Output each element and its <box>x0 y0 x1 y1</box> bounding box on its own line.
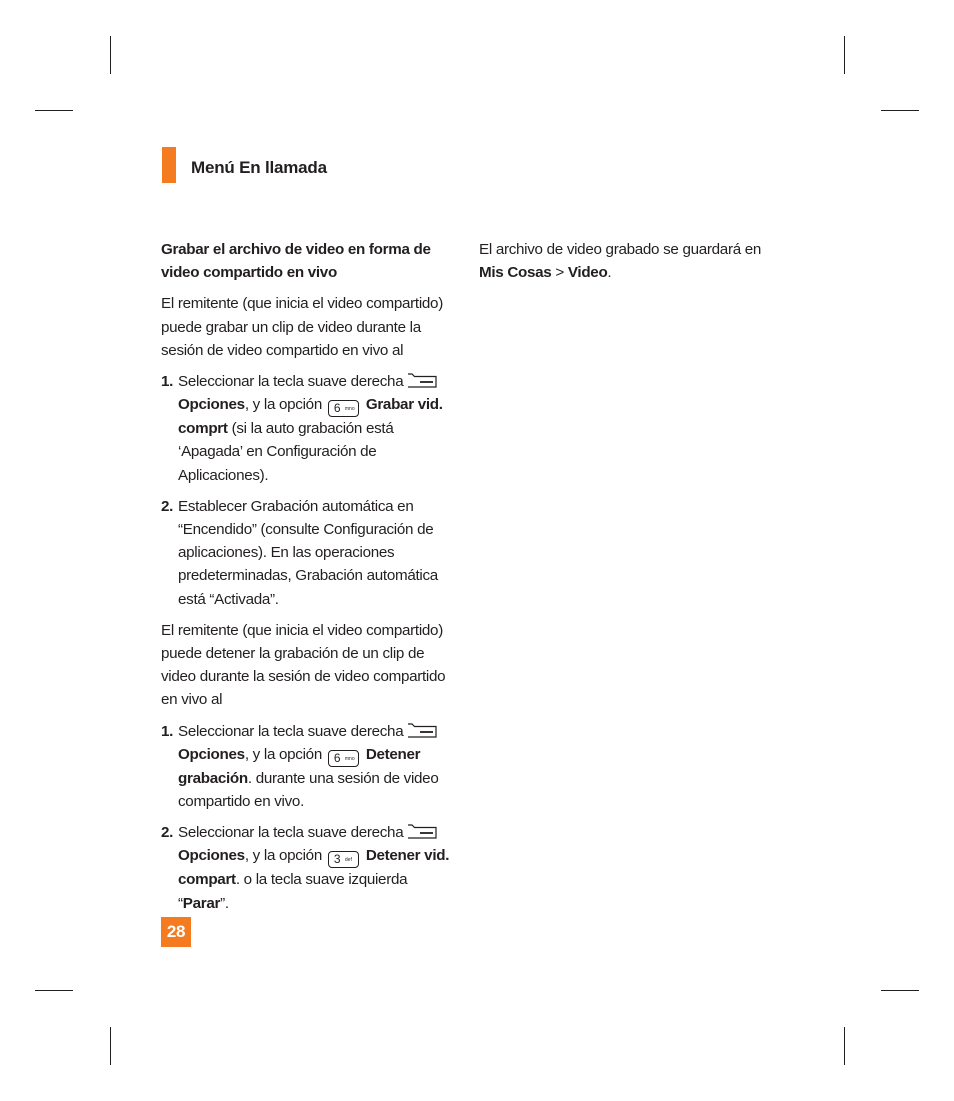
step-text: . o la tecla suave izquierda “ <box>178 871 408 912</box>
right-soft-key-icon <box>407 823 437 838</box>
crop-mark <box>881 990 919 991</box>
step-text: , y la opción <box>244 396 322 414</box>
step-bold: Opciones <box>178 847 245 865</box>
step-text: Seleccionar la tecla suave derecha <box>178 722 404 740</box>
crop-mark <box>844 1027 845 1065</box>
crop-mark <box>881 110 919 111</box>
step-bold: Detener grabación <box>178 745 421 787</box>
step-bold: Opciones <box>178 745 245 763</box>
crop-mark <box>35 110 73 111</box>
key-3-def-icon: 3 def <box>328 851 359 868</box>
paragraph: El remitente (que inicia el video compartido) puede detener la grabación de un clip de video durante la sesión de video compartido en vivo al <box>161 621 446 709</box>
crop-mark <box>110 1027 111 1065</box>
step-text: (si la auto grabación está ‘Apagada’ en Configuración de Aplicaciones). <box>178 420 394 484</box>
crop-mark <box>35 990 73 991</box>
page-number: 28 <box>161 917 191 947</box>
step-list <box>161 370 461 611</box>
left-column <box>161 238 461 915</box>
paragraph: El archivo de video grabado se guardará en Mis Cosas > Video. <box>479 241 762 282</box>
section-title: Menú En llamada <box>191 158 327 177</box>
step-text: , y la opción <box>244 745 322 763</box>
step-bold: Opciones <box>178 396 245 414</box>
section-accent-bar <box>162 147 176 183</box>
step-number: 2. <box>161 497 174 515</box>
step-text: Seleccionar la tecla suave derecha <box>178 824 404 842</box>
crop-mark <box>110 36 111 74</box>
right-soft-key-icon <box>407 722 437 737</box>
step-text: Establecer Grabación automática en “Encendido” (consulte Configuración de aplicaciones). En las operaciones predeterminadas, Grabación automática está “Activada”. <box>178 497 438 608</box>
step-list <box>161 720 461 915</box>
path-video: Video <box>567 264 608 282</box>
right-soft-key-icon <box>407 372 437 387</box>
step-bold: Grabar vid. comprt <box>178 396 443 438</box>
key-6-mno-icon: 6 mno <box>328 750 359 767</box>
path-mis-cosas: Mis Cosas <box>479 264 552 282</box>
step-text: , y la opción <box>244 847 322 865</box>
subsection-heading: Grabar el archivo de video en forma de video compartido en vivo <box>161 241 431 282</box>
step-bold: Detener vid. compart <box>178 847 450 889</box>
step-number: 1. <box>161 722 174 740</box>
key-6-mno-icon: 6 mno <box>328 400 359 417</box>
step-text: . durante una sesión de video compartido en vivo. <box>178 769 439 811</box>
step-number: 1. <box>161 373 174 391</box>
step-number: 2. <box>161 824 174 842</box>
crop-mark <box>844 36 845 74</box>
step-item <box>161 821 461 915</box>
right-column <box>479 238 779 284</box>
paragraph: El remitente (que inicia el video compartido) puede grabar un clip de video durante la sesión de video compartido en vivo al <box>161 295 443 359</box>
step-bold: Parar <box>182 894 221 912</box>
step-text: Seleccionar la tecla suave derecha <box>178 373 404 391</box>
step-text: ”. <box>220 894 229 912</box>
step-item <box>161 495 461 611</box>
step-item <box>161 720 461 814</box>
step-item <box>161 370 461 487</box>
